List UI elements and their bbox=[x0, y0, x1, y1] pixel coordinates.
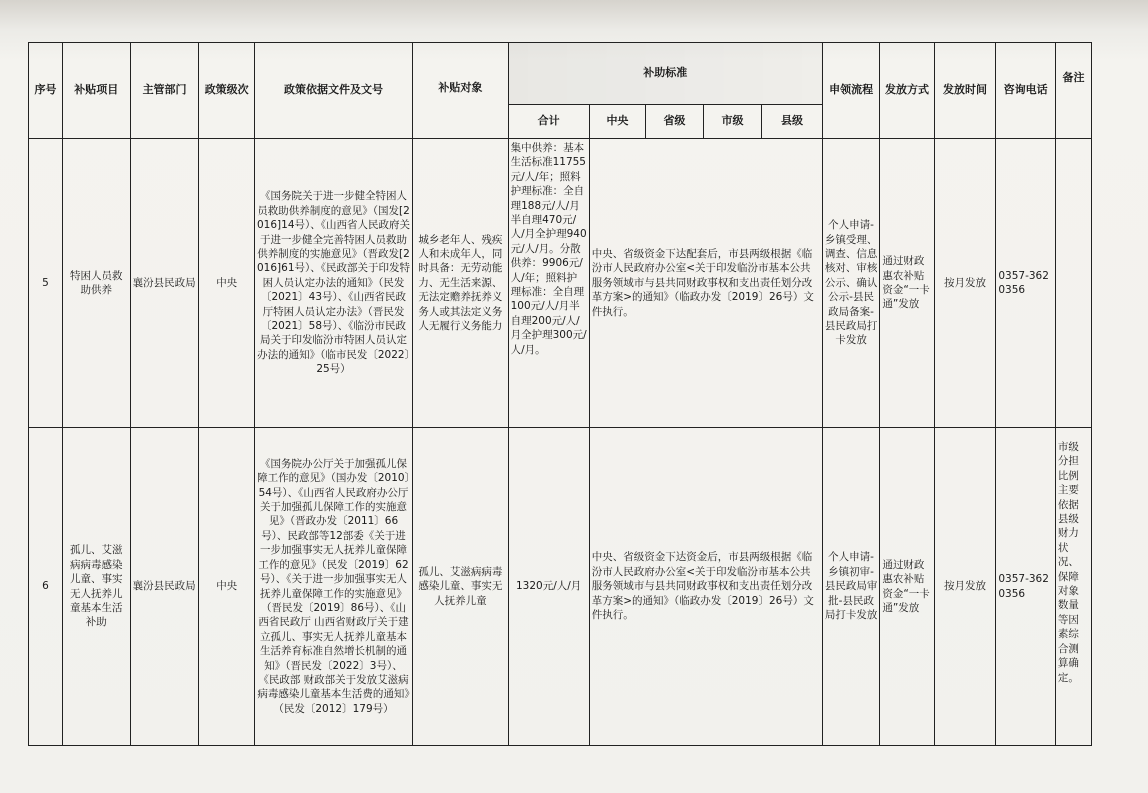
row-item: 孤儿、艾滋病病毒感染儿童、事实无人抚养儿童基本生活补助 bbox=[62, 428, 130, 746]
row-method: 通过财政惠农补贴资金“一卡通”发放 bbox=[880, 428, 934, 746]
header-dept: 主管部门 bbox=[130, 43, 199, 139]
header-process: 申领流程 bbox=[822, 43, 880, 139]
header-time: 发放时间 bbox=[934, 43, 996, 139]
header-seq: 序号 bbox=[29, 43, 63, 139]
row-seq: 6 bbox=[29, 428, 63, 746]
row-note: 市级分担比例主要依据县级财力状况、保障对象数量等因素综合测算确定。 bbox=[1055, 428, 1091, 746]
row-funding: 中央、省级资金下达配套后，市县两级根据《临汾市人民政府办公室<关于印发临汾市基本公共服务领域市与县共同财政事权和支出责任划分改革方案>的通知》（临政办发〔2019〕26号）文件执行。 bbox=[589, 139, 822, 428]
row-level: 中央 bbox=[199, 139, 254, 428]
row-basis: 《国务院办公厅关于加强孤儿保障工作的意见》（国办发〔2010〕54号）、《山西省人民政府办公厅关于加强孤儿保障工作的实施意见》（晋政办发〔2011〕66号）、民政部等12部委《关于进一步加强事实无人抚养儿童保障工作的意见》（民发〔2019〕62号）、《关于进一步加强事实无人抚养儿童保障工作的实施意见》（晋民发〔2019〕86号）、《山西省民政厅 山西省财政厅关于建立孤儿、事实无人抚养儿童基本生活养育标准自然增长机制的通知》（晋民发〔2022〕3号）、《民政部 财政部关于发放艾滋病病毒感染儿童基本生活费的通知》（民发〔2012〕179号） bbox=[254, 428, 412, 746]
header-note: 备注 bbox=[1055, 43, 1091, 139]
header-method: 发放方式 bbox=[880, 43, 934, 139]
header-basis: 政策依据文件及文号 bbox=[254, 43, 412, 139]
header-county: 县级 bbox=[762, 105, 823, 139]
row-seq: 5 bbox=[29, 139, 63, 428]
row-level: 中央 bbox=[199, 428, 254, 746]
row-basis: 《国务院关于进一步健全特困人员救助供养制度的意见》（国发[2016]14号）、《山西省人民政府关于进一步健全完善特困人员救助供养制度的实施意见》（晋政发[2016]61号）、《民政部关于印发特困人员认定办法的通知》（民发〔2021〕43号）、《山西省民政厅特困人员认定办法》（晋民发〔2021〕58号）、《临汾市民政局关于印发临汾市特困人员认定办法的通知》（临市民发〔2022〕25号） bbox=[254, 139, 412, 428]
header-central: 中央 bbox=[589, 105, 645, 139]
table-row bbox=[29, 428, 1092, 746]
row-total: 集中供养：基本生活标准11755元/人/年；照料护理标准：全自理188元/人/月半自理470元/人/月全护理940元/人/月。分散供养：9906元/人/年；照料护理标准：全自理100元/人/月半自理200元/人/月全护理300元/人/月。 bbox=[508, 139, 589, 428]
row-item: 特困人员救助供养 bbox=[62, 139, 130, 428]
header-city: 市级 bbox=[703, 105, 762, 139]
row-total: 1320元/人/月 bbox=[508, 428, 589, 746]
row-funding: 中央、省级资金下达资金后，市县两级根据《临汾市人民政府办公室<关于印发临汾市基本公共服务领域市与县共同财政事权和支出责任划分改革方案>的通知》（临政办发〔2019〕26号）文件执行。 bbox=[589, 428, 822, 746]
row-target: 城乡老年人、残疾人和未成年人，同时具备：无劳动能力、无生活来源、无法定赡养抚养义务人或其法定义务人无履行义务能力 bbox=[413, 139, 509, 428]
row-phone: 0357-3620356 bbox=[996, 428, 1056, 746]
row-process: 个人申请-乡镇初审-县民政局审批-县民政局打卡发放 bbox=[822, 428, 880, 746]
row-target: 孤儿、艾滋病病毒感染儿童、事实无人抚养儿童 bbox=[413, 428, 509, 746]
header-item: 补贴项目 bbox=[62, 43, 130, 139]
row-note bbox=[1055, 139, 1091, 428]
header-level: 政策级次 bbox=[199, 43, 254, 139]
row-dept: 襄汾县民政局 bbox=[130, 428, 199, 746]
row-process: 个人申请-乡镇受理、调查、信息核对、审核公示、确认公示-县民政局备案-县民政局打卡发放 bbox=[822, 139, 880, 428]
header-standard: 补助标准 bbox=[508, 43, 822, 105]
row-time: 按月发放 bbox=[934, 139, 996, 428]
row-phone: 0357-3620356 bbox=[996, 139, 1056, 428]
row-time: 按月发放 bbox=[934, 428, 996, 746]
header-provincial: 省级 bbox=[646, 105, 704, 139]
header-phone: 咨询电话 bbox=[996, 43, 1056, 139]
header-total: 合计 bbox=[508, 105, 589, 139]
row-method: 通过财政惠农补贴资金“一卡通”发放 bbox=[880, 139, 934, 428]
table-row bbox=[29, 139, 1092, 428]
subsidy-table bbox=[28, 42, 1092, 746]
header-target: 补贴对象 bbox=[413, 43, 509, 139]
header-row-1 bbox=[29, 43, 1092, 105]
row-dept: 襄汾县民政局 bbox=[130, 139, 199, 428]
